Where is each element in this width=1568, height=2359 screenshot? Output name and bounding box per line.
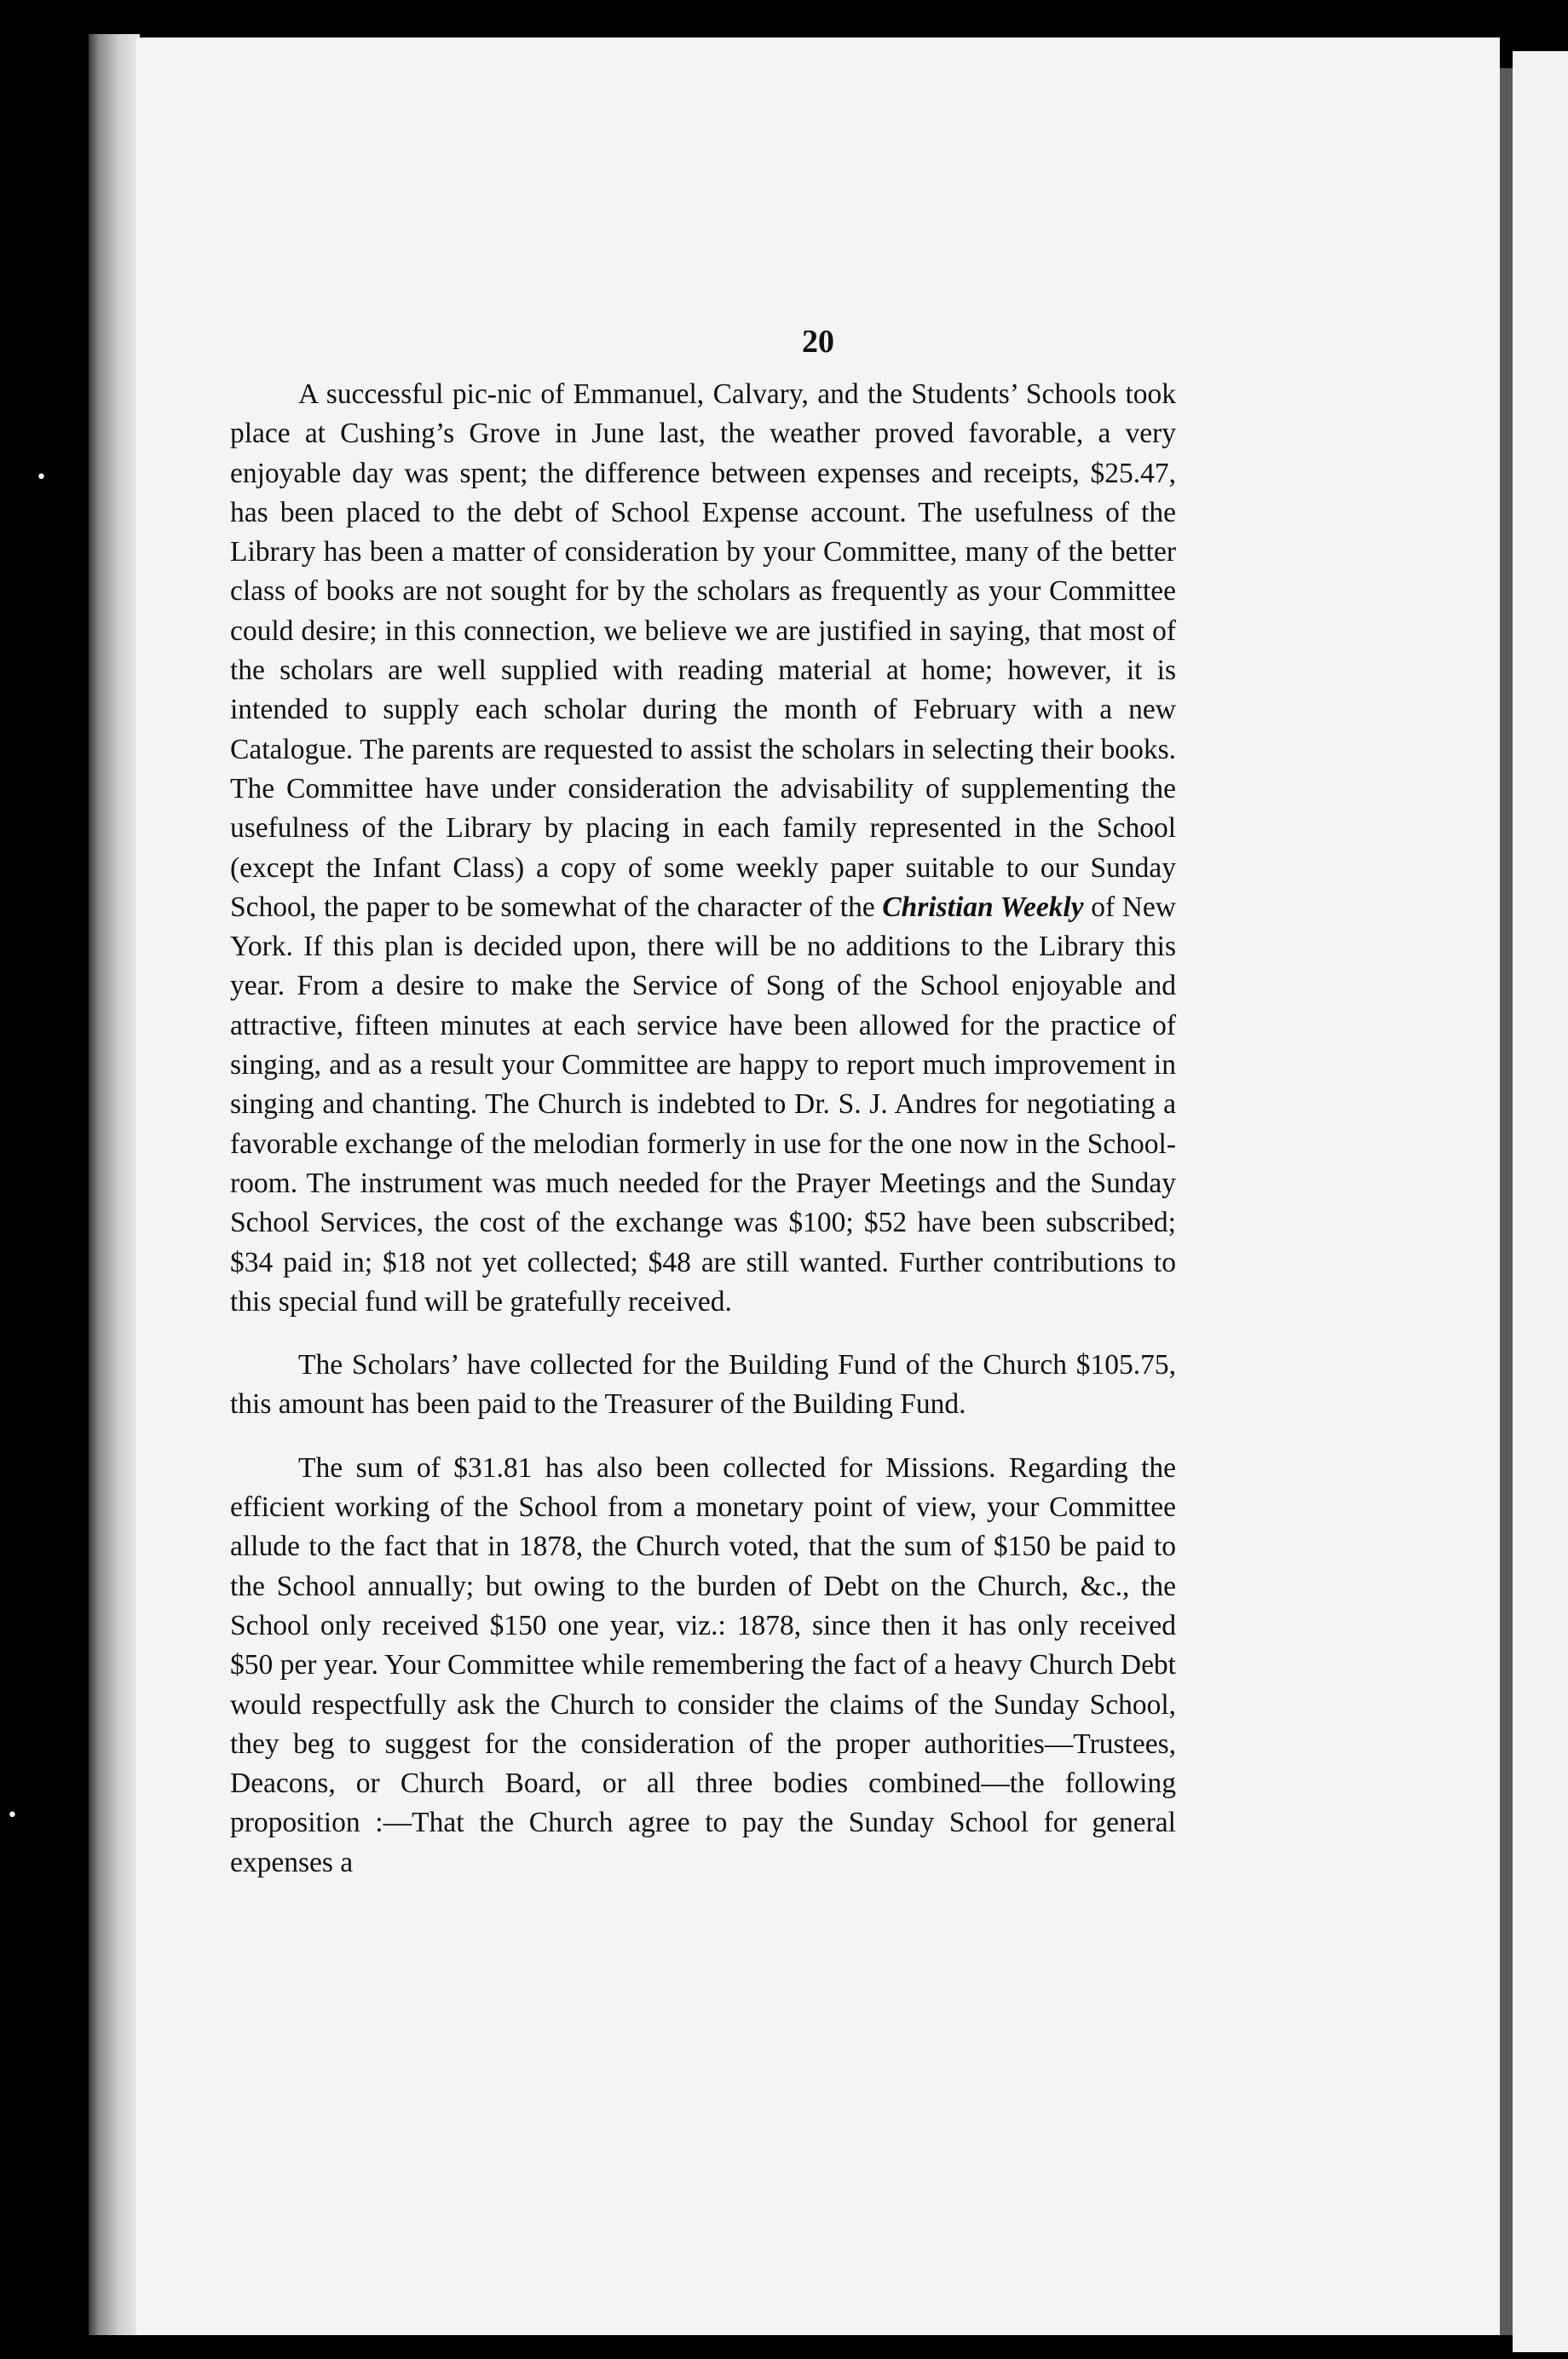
- publication-title: Christian Weekly: [882, 891, 1084, 923]
- paragraph-1: [230, 375, 1176, 1322]
- page-edge-left: [89, 34, 140, 2335]
- paragraph-1-text-start: A successful pic-nic of Emmanuel, Calvary, and the Students’ Schools took place at Cushing’s Grove in June last, the weather proved favorable, a very enjoyable day was spent; the difference between expenses and receipts, $25.47, has been placed to the debt of School Expense account. The usefulness of the Library has been a matter of consideration by your Committee, many of the better class of books are not sought for by the scholars as frequently as your Committee could desire; in this connection, we believe we are justified in saying, that most of the scholars are well supplied with reading material at home; however, it is intended to supply each scholar during the month of February with a new Catalogue. The parents are requested to assist the scholars in selecting their books. The Committee have under consideration the advisability of supplementing the usefulness of the Library by placing in each family represented in the School (except the Infant Class) a copy of some weekly paper suitable to our Sunday School, the paper to be somewhat of the character of the: [230, 378, 1176, 923]
- paragraph-1-text-end: of New York. If this plan is decided upon, there will be no additions to the Library this year. From a desire to make the Service of Song of the School enjoyable and attractive, fifteen minutes at each service have been allowed for the practice of singing, and as a result your Committee are happy to report much improvement in singing and chanting. The Church is indebted to Dr. S. J. Andres for negotiating a favorable exchange of the melodian formerly in use for the one now in the School-room. The instrument was much needed for the Prayer Meetings and the Sunday School Services, the cost of the exchange was $100; $52 have been subscribed; $34 paid in; $18 not yet collected; $48 are still wanted. Further contributions to this special fund will be gratefully received.: [230, 891, 1176, 1318]
- page-number: 20: [802, 324, 834, 360]
- paragraph-2: The Scholars’ have collected for the Building Fund of the Church $105.75, this amount has been paid to the Treasurer of the Building Fund.: [230, 1349, 1176, 1421]
- adjacent-page: [1513, 51, 1568, 2352]
- scan-speck-2: •: [7, 1805, 18, 1826]
- body-text: [230, 375, 1176, 1883]
- scan-speck-1: •: [36, 467, 47, 488]
- paragraph-3: The sum of $31.81 has also been collected for Missions. Regarding the efficient working of the School from a monetary point of view, your Committee allude to the fact that in 1878, the Church voted, that the sum of $150 be paid to the School annually; but owing to the burden of Debt on the Church, &c., the School only received $150 one year, viz.: 1878, since then it has only received $50 per year. Your Committee while remembering the fact of a heavy Church Debt would respectfully ask the Church to consider the claims of the Sunday School, they beg to suggest for the consideration of the proper authorities—Trustees, Deacons, or Church Board, or all three bodies combined—the following proposition :—That the Church agree to pay the Sunday School for general expenses a: [230, 1451, 1176, 1878]
